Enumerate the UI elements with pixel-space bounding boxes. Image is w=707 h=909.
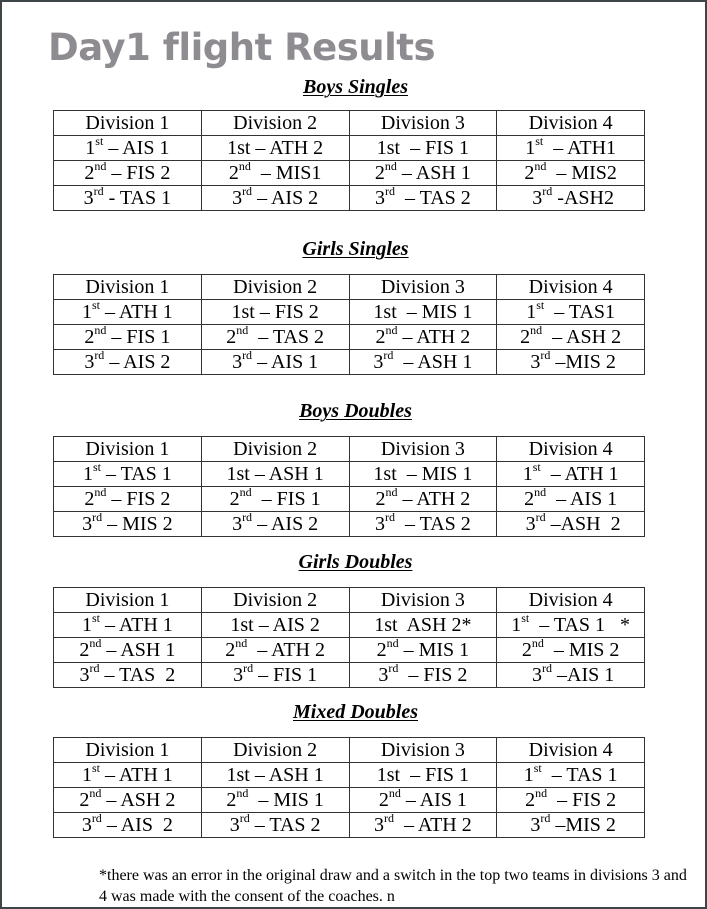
result-cell: 1st – MIS 1 (349, 300, 497, 325)
result-cell: 3rd – AIS 2 (201, 512, 349, 537)
section-title-boys-doubles (2, 400, 707, 422)
ordinal-suffix: rd (542, 184, 553, 198)
result-cell: 3rd – FIS 1 (201, 663, 349, 688)
ordinal-suffix: rd (388, 661, 399, 675)
result-cell: 3rd –AIS 1 (497, 663, 645, 688)
result-cell: 1st – TAS 1 (54, 462, 202, 487)
result-cell: 3rd – ASH 1 (349, 350, 497, 375)
ordinal-suffix: nd (385, 323, 398, 337)
result-cell: 2nd – AIS 1 (497, 487, 645, 512)
result-cell: 1st – TAS 1 * (497, 613, 645, 638)
column-header: Division 2 (201, 437, 349, 462)
column-header: Division 2 (201, 111, 349, 136)
ordinal-suffix: nd (94, 485, 107, 499)
ordinal-suffix: rd (540, 811, 551, 825)
result-cell: 2nd – ASH 2 (497, 325, 645, 350)
column-header: Division 3 (349, 588, 497, 613)
result-cell: 1st – ATH 1 (54, 613, 202, 638)
table-header-row (54, 111, 645, 136)
column-header: Division 3 (349, 111, 497, 136)
table-row (54, 638, 645, 663)
results-table-boys-singles (53, 110, 645, 211)
section-title-text: Boys Singles (302, 76, 409, 98)
ordinal-suffix: nd (384, 159, 397, 173)
table-header-row (54, 588, 645, 613)
ordinal-suffix: nd (238, 159, 251, 173)
result-cell: 3rd –MIS 2 (497, 813, 645, 838)
table-row (54, 512, 645, 537)
ordinal-suffix: rd (93, 184, 104, 198)
results-table-boys-doubles (53, 436, 645, 537)
table-row (54, 300, 645, 325)
ordinal-suffix: st (91, 298, 100, 312)
column-header: Division 2 (201, 275, 349, 300)
ordinal-suffix: rd (383, 348, 394, 362)
section-title-text: Girls Doubles (298, 551, 413, 573)
result-cell: 1st ASH 2* (349, 613, 497, 638)
ordinal-suffix: nd (388, 786, 401, 800)
section-title-text: Mixed Doubles (293, 701, 418, 723)
result-cell: 1st – ASH 1 (201, 462, 349, 487)
column-header: Division 1 (54, 275, 202, 300)
column-header: Division 1 (54, 111, 202, 136)
column-header: Division 4 (497, 111, 645, 136)
footnote: *there was an error in the original draw and a switch in the top two teams in divisions 3 and 4 was made with the consent of the coaches. n (99, 867, 687, 905)
section-title-boys-singles (2, 76, 707, 98)
column-header: Division 2 (201, 738, 349, 763)
table-row (54, 136, 645, 161)
table-row (54, 325, 645, 350)
ordinal-suffix: rd (542, 661, 552, 675)
result-cell: 2nd – MIS2 (497, 161, 645, 186)
ordinal-suffix: st (533, 761, 542, 775)
section-title-mixed-doubles (2, 701, 707, 723)
ordinal-suffix: st (535, 134, 544, 148)
result-cell: 2nd – ATH 2 (349, 325, 497, 350)
ordinal-suffix: nd (94, 323, 107, 337)
result-cell: 2nd – FIS 2 (54, 487, 202, 512)
result-cell: 2nd – AIS 1 (349, 788, 497, 813)
results-table-girls-doubles (53, 587, 645, 688)
ordinal-suffix: st (91, 761, 100, 775)
result-cell: 1st – ATH1 (497, 136, 645, 161)
ordinal-suffix: rd (94, 348, 105, 362)
result-cell: 1st – TAS 1 (497, 763, 645, 788)
results-table-girls-singles (53, 274, 645, 375)
ordinal-suffix: nd (236, 786, 249, 800)
ordinal-suffix: rd (242, 184, 253, 198)
table-header-row (54, 437, 645, 462)
ordinal-suffix: rd (535, 510, 546, 524)
table-row (54, 186, 645, 211)
ordinal-suffix: nd (386, 636, 399, 650)
result-cell: 2nd – MIS 1 (349, 638, 497, 663)
result-cell: 1st – ATH 1 (54, 763, 202, 788)
section-title-girls-doubles (2, 551, 707, 573)
result-cell: 3rd – TAS 2 (54, 663, 202, 688)
result-cell: 3rd – TAS 2 (349, 186, 497, 211)
result-cell: 3rd – AIS 2 (54, 813, 202, 838)
ordinal-suffix: st (521, 611, 530, 625)
result-cell: 2nd – MIS1 (201, 161, 349, 186)
result-cell: 1st – AIS 1 (54, 136, 202, 161)
result-cell: 2nd – ATH 2 (201, 638, 349, 663)
result-cell: 2nd – MIS 1 (201, 788, 349, 813)
result-cell: 3rd -ASH2 (497, 186, 645, 211)
column-header: Division 1 (54, 738, 202, 763)
result-cell: 3rd – MIS 2 (54, 512, 202, 537)
ordinal-suffix: st (532, 460, 541, 474)
ordinal-suffix: st (536, 298, 545, 312)
table-row (54, 462, 645, 487)
results-table-mixed-doubles (53, 737, 645, 838)
result-cell: 2nd – ASH 1 (349, 161, 497, 186)
table-row (54, 663, 645, 688)
table-row (54, 788, 645, 813)
result-cell: 2nd – FIS 1 (201, 487, 349, 512)
result-cell: 3rd – AIS 2 (54, 350, 202, 375)
table-row (54, 350, 645, 375)
result-cell: 2nd – FIS 2 (54, 161, 202, 186)
ordinal-suffix: st (95, 134, 104, 148)
ordinal-suffix: nd (535, 786, 548, 800)
result-cell: 1st – ATH 1 (54, 300, 202, 325)
result-cell: 2nd – FIS 1 (54, 325, 202, 350)
result-cell: 1st – FIS 1 (349, 763, 497, 788)
ordinal-suffix: nd (534, 159, 547, 173)
ordinal-suffix: rd (383, 811, 394, 825)
result-cell: 3rd – TAS 2 (201, 813, 349, 838)
ordinal-suffix: nd (239, 485, 252, 499)
ordinal-suffix: rd (242, 510, 253, 524)
section-title-text: Girls Singles (302, 238, 409, 260)
result-cell: 3rd –MIS 2 (497, 350, 645, 375)
table-row (54, 613, 645, 638)
ordinal-suffix: st (92, 460, 101, 474)
ordinal-suffix: rd (242, 348, 253, 362)
page-title: Day1 flight Results (48, 26, 435, 69)
table-row (54, 763, 645, 788)
result-cell: 2nd – ASH 2 (54, 788, 202, 813)
ordinal-suffix: rd (384, 184, 395, 198)
result-cell: 1st – MIS 1 (349, 462, 497, 487)
ordinal-suffix: rd (243, 661, 254, 675)
result-cell: 2nd – ATH 2 (349, 487, 497, 512)
ordinal-suffix: rd (89, 661, 100, 675)
column-header: Division 4 (497, 588, 645, 613)
column-header: Division 3 (349, 275, 497, 300)
result-cell: 1st – FIS 1 (349, 136, 497, 161)
ordinal-suffix: nd (530, 323, 543, 337)
column-header: Division 3 (349, 738, 497, 763)
column-header: Division 1 (54, 588, 202, 613)
result-cell: 3rd – AIS 2 (201, 186, 349, 211)
result-cell: 2nd – FIS 2 (497, 788, 645, 813)
result-cell: 3rd –ASH 2 (497, 512, 645, 537)
ordinal-suffix: rd (239, 811, 250, 825)
ordinal-suffix: nd (531, 636, 544, 650)
ordinal-suffix: nd (94, 159, 107, 173)
column-header: Division 4 (497, 738, 645, 763)
column-header: Division 4 (497, 437, 645, 462)
section-title-girls-singles (2, 238, 707, 260)
result-cell: 1st – AIS 2 (201, 613, 349, 638)
section-title-text: Boys Doubles (299, 400, 412, 422)
ordinal-suffix: rd (92, 510, 103, 524)
result-cell: 2nd – ASH 1 (54, 638, 202, 663)
result-cell: 3rd – TAS 2 (349, 512, 497, 537)
result-cell: 3rd – ATH 2 (349, 813, 497, 838)
result-cell: 2nd – TAS 2 (201, 325, 349, 350)
result-cell: 1st – TAS1 (497, 300, 645, 325)
ordinal-suffix: nd (534, 485, 547, 499)
result-cell: 1st – FIS 2 (201, 300, 349, 325)
result-cell: 3rd – FIS 2 (349, 663, 497, 688)
ordinal-suffix: rd (540, 348, 551, 362)
result-cell: 1st – ASH 1 (201, 763, 349, 788)
result-cell: 2nd – MIS 2 (497, 638, 645, 663)
ordinal-suffix: st (91, 611, 100, 625)
ordinal-suffix: nd (385, 485, 398, 499)
table-header-row (54, 275, 645, 300)
ordinal-suffix: nd (236, 323, 249, 337)
ordinal-suffix: nd (235, 636, 248, 650)
table-row (54, 487, 645, 512)
ordinal-suffix: rd (384, 510, 395, 524)
table-row (54, 813, 645, 838)
result-cell: 3rd – AIS 1 (201, 350, 349, 375)
result-cell: 1st – ATH 2 (201, 136, 349, 161)
table-header-row (54, 738, 645, 763)
ordinal-suffix: nd (89, 786, 102, 800)
column-header: Division 4 (497, 275, 645, 300)
column-header: Division 1 (54, 437, 202, 462)
ordinal-suffix: nd (89, 636, 102, 650)
result-cell: 1st – ATH 1 (497, 462, 645, 487)
ordinal-suffix: rd (91, 811, 102, 825)
column-header: Division 2 (201, 588, 349, 613)
table-row (54, 161, 645, 186)
result-cell: 3rd - TAS 1 (54, 186, 202, 211)
column-header: Division 3 (349, 437, 497, 462)
